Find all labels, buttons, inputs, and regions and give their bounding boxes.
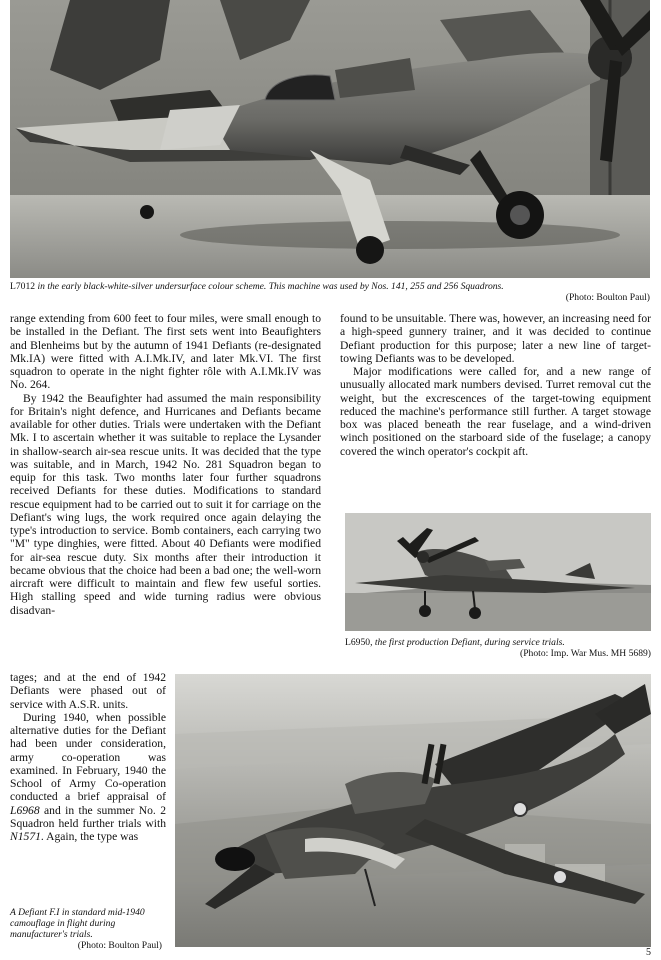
narrow-continuation: tages; and at the end of 1942 Defiants were phased out of service with A.S.R. units.: [10, 671, 166, 711]
narrow-text: and in the summer No. 2 Squadron held further trials with: [10, 803, 166, 830]
bottom-photo-caption-text: A Defiant F.I in standard mid-1940 camouflage in flight during manufacturer's trials.: [10, 907, 145, 940]
bottom-photo-credit: (Photo: Boulton Paul): [77, 940, 162, 951]
narrow-text: During 1940, when possible alternative duties for the Defiant had been under consideration, army co-operation was examined. In February, 1940 the School of Army Co-operation conducted a brief appraisal of: [10, 710, 166, 804]
right-paragraph: found to be unsuitable. There was, however, an increasing need for a high-speed gunnery trainer, and it was decided to continue Defiant production for this purpose; later a new line of target-towing Defiants was to be developed.: [340, 312, 651, 365]
aircraft-serial: L6968: [10, 803, 40, 817]
middle-photo-caption-text: , the first production Defiant, during service trials.: [370, 637, 565, 648]
narrow-paragraph: [10, 711, 166, 844]
right-paragraph: Major modifications were called for, and a new range of unusually allocated mark numbers devised. Turret removal cut the weight, but the excrescences of the target-towing equipment reduced the machine's performance still further. A target stowage box was placed beneath the rear fuselage, and a wind-driven winch positioned on the starboard side of the fuselage; a canopy covered the winch operator's cockpit aft.: [340, 365, 651, 458]
middle-photo-caption: [345, 637, 651, 659]
top-photo-caption-text: in the early black-white-silver undersurface colour scheme. This machine was used by Nos. 141, 255 and 256 Squadrons.: [35, 281, 504, 292]
bottom-aircraft-photo: [175, 674, 651, 947]
narrow-column: [10, 671, 166, 843]
top-photo-caption: [10, 281, 650, 303]
left-paragraph: range extending from 600 feet to four miles, were small enough to be installed in the Defiant. The first sets went into Beaufighters and Blenheims but by the autumn of 1941 Defiants (re-designated Mk.IA) were fitted with A.I.Mk.IV, and later Mk.VI. The first squadron to operate in the night fighter rôle with A.I.Mk.IV was No. 264.: [10, 312, 321, 392]
middle-aircraft-photo: [345, 513, 651, 631]
left-column: [10, 312, 321, 617]
narrow-text: . Again, the type was: [40, 830, 139, 843]
aircraft-serial: N1571: [10, 830, 41, 843]
right-column: [340, 312, 651, 458]
left-paragraph: By 1942 the Beaufighter had assumed the main responsibility for Britain's night defence, and Hurricanes and Defiants became available for other duties. Trials were undertaken with the Defiant Mk. I to ascertain whether it was suitable to replace the Lysander in shallow-search air-sea rescue units. It was decided that the type was suitable, and in March, 1942 No. 281 Squadron began to equip for this task. Two months later four further squadrons received Defiants for these duties. Modifications to standard rescue equipment had to be carried out to suit it for carriage on the Defiant's wing lugs, the work required once again delaying the type's introduction to service. Bomb containers, each carrying two "M" type dinghies, were fitted. About 40 Defiants were modified for air-sea rescue duty. Six months after their introduction it became obvious that the choice had been a bad one; the well-worn aircraft were difficult to maintain and flew few useful sorties. High stalling speed and wide turning radius were obvious disadvan-: [10, 391, 321, 617]
middle-photo-caption-id: L6950: [345, 637, 371, 648]
top-aircraft-photo: [10, 0, 650, 278]
page-number: 5: [646, 947, 651, 958]
top-photo-caption-id: L7012: [10, 281, 36, 292]
top-photo-credit: (Photo: Boulton Paul): [565, 292, 650, 303]
middle-photo-credit: (Photo: Imp. War Mus. MH 5689): [520, 648, 651, 659]
bottom-photo-caption: [10, 907, 162, 951]
